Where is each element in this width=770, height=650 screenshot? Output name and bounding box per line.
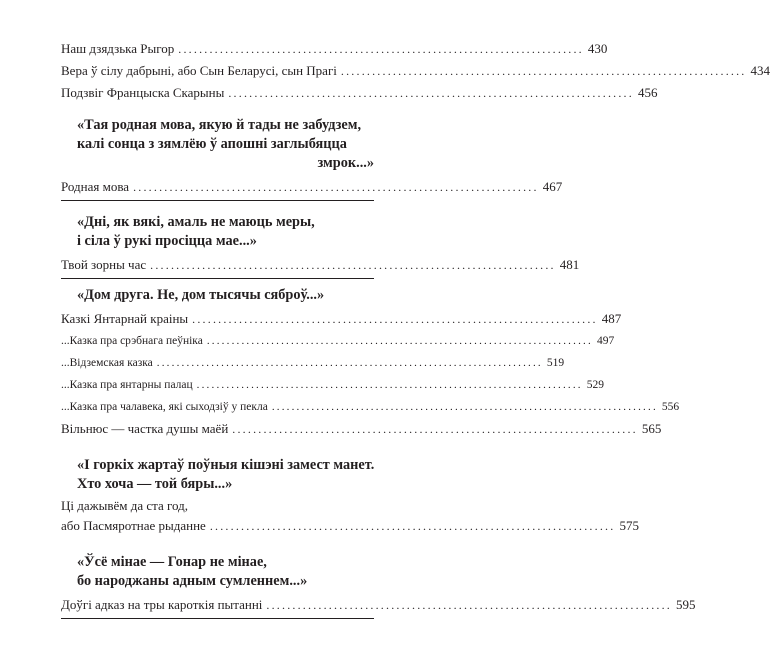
dot-leader: ..............................................................................	[178, 42, 584, 56]
toc-subentry[interactable]	[61, 396, 680, 418]
toc-entry[interactable]	[61, 176, 563, 198]
epigraph	[61, 456, 374, 494]
epigraph-line: «Тая родная мова, якую й тады не забудзем,	[77, 117, 362, 133]
toc-entry-title: ...Казка пра срэбнага пеўніка	[61, 335, 203, 347]
epigraph-line: «Дом друга. Не, дом тысячы сяброў...»	[77, 287, 325, 303]
toc-entry-title: або Пасмяротнае рыданне	[61, 518, 206, 533]
toc-page-number: 456	[637, 85, 658, 100]
epigraph	[61, 553, 374, 591]
dot-leader: ..............................................................................	[340, 64, 747, 78]
toc-entry[interactable]	[61, 308, 622, 330]
toc-entry-title: Родная мова	[61, 179, 130, 194]
toc-entry[interactable]	[61, 594, 696, 616]
table-of-contents	[61, 38, 770, 619]
toc-page-number: 467	[542, 179, 563, 194]
toc-entry[interactable]	[61, 418, 662, 440]
toc-page-number: 575	[619, 518, 639, 533]
toc-page-number: 519	[546, 357, 565, 369]
toc-entry-title: ...Казка пра янтарны палац	[61, 379, 193, 391]
toc-subentry[interactable]	[61, 352, 565, 374]
toc-entry[interactable]	[61, 254, 580, 276]
epigraph	[61, 286, 374, 305]
toc-entry-title: Подзвіг Францыска Скарыны	[61, 85, 225, 100]
epigraph-line: «І горкіх жартаў поўныя кішэні замест манет.	[77, 457, 375, 473]
toc-page-number: 430	[587, 41, 608, 56]
toc-entry-title: Наш дзядзька Рыгор	[61, 41, 175, 56]
dot-leader: ..............................................................................	[133, 180, 539, 194]
dot-leader: ..............................................................................	[228, 86, 634, 100]
divider	[61, 618, 374, 619]
dot-leader: ..............................................................................	[206, 335, 593, 347]
epigraph-line: Хто хоча — той бяры...»	[77, 476, 233, 492]
toc-entry[interactable]	[61, 60, 770, 82]
toc-entry[interactable]	[61, 82, 658, 104]
toc-page-number: 497	[596, 335, 615, 347]
dot-leader: ..............................................................................	[209, 519, 616, 533]
toc-page-number: 434	[750, 63, 770, 78]
toc-entry-title-line: Ці дажывём да ста год,	[61, 498, 188, 513]
toc-entry-title: Казкі Янтарнай краіны	[61, 311, 189, 326]
toc-entry[interactable]	[61, 38, 608, 60]
toc-subentry[interactable]	[61, 374, 605, 396]
epigraph-line: «Дні, як вякі, амаль не маюць меры,	[77, 214, 315, 230]
toc-subentry[interactable]	[61, 330, 615, 352]
toc-entry-title: Вільнюс — частка душы маёй	[61, 421, 229, 436]
toc-page-number: 487	[601, 311, 622, 326]
toc-page-number: 529	[586, 379, 605, 391]
epigraph-line: бо народжаны адным сумленнем...»	[77, 573, 308, 589]
dot-leader: ..............................................................................	[192, 312, 598, 326]
dot-leader: ..............................................................................	[266, 598, 673, 612]
dot-leader: ..............................................................................	[156, 357, 543, 369]
divider	[61, 200, 374, 201]
toc-entry-title: Вера ў сілу дабрыні, або Сын Беларусі, сын Прагі	[61, 63, 337, 78]
epigraph-line: змрок...»	[317, 155, 374, 171]
epigraph	[61, 116, 374, 173]
divider	[61, 278, 374, 279]
toc-page-number: 481	[559, 257, 580, 272]
toc-entry-title: ...Казка пра чалавека, які сыходзіў у пекла	[61, 401, 268, 413]
toc-entry[interactable]	[61, 515, 639, 537]
epigraph-line: «Ўсё мінае — Гонар не мінае,	[77, 554, 267, 570]
epigraph-line: і сіла ў рукі просіцца мае...»	[77, 233, 257, 249]
dot-leader: ..............................................................................	[196, 379, 583, 391]
toc-entry-title: Доўгі адказ на тры кароткія пытанні	[61, 597, 263, 612]
toc-page-number: 556	[661, 401, 680, 413]
dot-leader: ..............................................................................	[271, 401, 658, 413]
dot-leader: ..............................................................................	[150, 258, 556, 272]
epigraph	[61, 213, 374, 251]
toc-entry-title: ...Відземская казка	[61, 357, 153, 369]
toc-page-number: 565	[641, 421, 662, 436]
toc-entry-title: Твой зорны час	[61, 257, 147, 272]
toc-page-number: 595	[676, 597, 696, 612]
epigraph-line: калі сонца з зямлёю ў апошні заглыбяцца	[77, 136, 347, 152]
dot-leader: ..............................................................................	[232, 422, 638, 436]
